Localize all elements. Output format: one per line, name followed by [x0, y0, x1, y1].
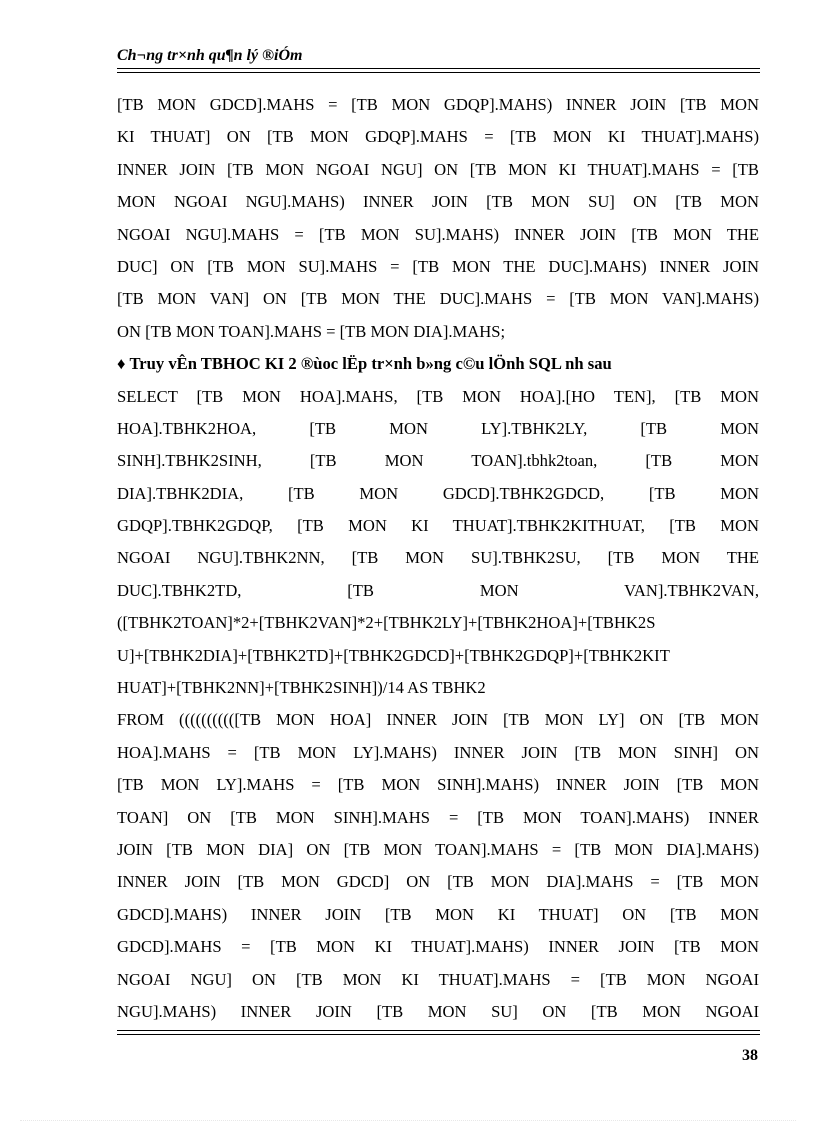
body-line: INNER JOIN [TB MON NGOAI NGU] ON [TB MON KI THUAT].MAHS = [TB: [117, 159, 759, 179]
body-line: FROM (((((((((([TB MON HOA] INNER JOIN [TB MON LY] ON [TB MON: [117, 710, 759, 730]
header-title: Ch¬ng tr×nh qu¶n lý ®iÓm: [117, 47, 303, 64]
body-line: GDQP].TBHK2GDQP, [TB MON KI THUAT].TBHK2KITHUAT, [TB MON: [117, 516, 759, 536]
body-line: GDCD].MAHS) INNER JOIN [TB MON KI THUAT] ON [TB MON: [117, 904, 759, 924]
body-line: NGOAI NGU].TBHK2NN, [TB MON SU].TBHK2SU, [TB MON THE: [117, 548, 759, 568]
body-line: NGU].MAHS) INNER JOIN [TB MON SU] ON [TB MON NGOAI: [117, 1001, 759, 1021]
body-line: INNER JOIN [TB MON GDCD] ON [TB MON DIA].MAHS = [TB MON: [117, 872, 759, 892]
body-line: SINH].TBHK2SINH, [TB MON TOAN].tbhk2toan, [TB MON: [117, 451, 759, 471]
body-line: MON NGOAI NGU].MAHS) INNER JOIN [TB MON SU] ON [TB MON: [117, 192, 759, 212]
body-line: U]+[TBHK2DIA]+[TBHK2TD]+[TBHK2GDCD]+[TBHK2GDQP]+[TBHK2KIT: [117, 645, 670, 665]
body-line: ON [TB MON TOAN].MAHS = [TB MON DIA].MAHS;: [117, 321, 506, 341]
body-line: TOAN] ON [TB MON SINH].MAHS = [TB MON TOAN].MAHS) INNER: [117, 807, 759, 827]
body-line: SELECT [TB MON HOA].MAHS, [TB MON HOA].[HO TEN], [TB MON: [117, 386, 759, 406]
section-heading-text: Truy vÊn TBHOC KI 2 ®ùoc lËp tr×nh b»ng c©u lÖnh SQL nh sau: [129, 354, 612, 374]
footer-rule-thin: [117, 1030, 760, 1031]
body-line: DUC] ON [TB MON SU].MAHS = [TB MON THE DUC].MAHS) INNER JOIN: [117, 256, 759, 276]
body-line: HUAT]+[TBHK2NN]+[TBHK2SINH])/14 AS TBHK2: [117, 678, 486, 698]
body-line: [TB MON LY].MAHS = [TB MON SINH].MAHS) INNER JOIN [TB MON: [117, 775, 759, 795]
body-line: JOIN [TB MON DIA] ON [TB MON TOAN].MAHS = [TB MON DIA].MAHS): [117, 839, 759, 859]
body-line: HOA].TBHK2HOA, [TB MON LY].TBHK2LY, [TB MON: [117, 418, 759, 438]
body-line: NGOAI NGU] ON [TB MON KI THUAT].MAHS = [TB MON NGOAI: [117, 969, 759, 989]
footer-dotted-divider: [20, 1120, 796, 1121]
body-line: GDCD].MAHS = [TB MON KI THUAT].MAHS) INNER JOIN [TB MON: [117, 937, 759, 957]
footer-rule-thick: [117, 1034, 760, 1035]
body-line: ([TBHK2TOAN]*2+[TBHK2VAN]*2+[TBHK2LY]+[TBHK2HOA]+[TBHK2S: [117, 613, 656, 633]
body-line: DUC].TBHK2TD, [TB MON VAN].TBHK2VAN,: [117, 580, 759, 600]
body-line: KI THUAT] ON [TB MON GDQP].MAHS = [TB MON KI THUAT].MAHS): [117, 127, 759, 147]
body-line: HOA].MAHS = [TB MON LY].MAHS) INNER JOIN [TB MON SINH] ON: [117, 742, 759, 762]
header-rule-thin: [117, 72, 760, 73]
document-body: [117, 89, 759, 1028]
body-line: [TB MON GDCD].MAHS = [TB MON GDQP].MAHS) INNER JOIN [TB MON: [117, 95, 759, 114]
section-heading: [117, 348, 759, 380]
body-line: DIA].TBHK2DIA, [TB MON GDCD].TBHK2GDCD, [TB MON: [117, 483, 759, 503]
header-rule-thick: [117, 68, 760, 69]
page-number: 38: [742, 1047, 758, 1064]
body-line: NGOAI NGU].MAHS = [TB MON SU].MAHS) INNER JOIN [TB MON THE: [117, 224, 759, 244]
diamond-bullet-icon: ♦: [117, 354, 126, 374]
body-line: [TB MON VAN] ON [TB MON THE DUC].MAHS = [TB MON VAN].MAHS): [117, 289, 759, 309]
